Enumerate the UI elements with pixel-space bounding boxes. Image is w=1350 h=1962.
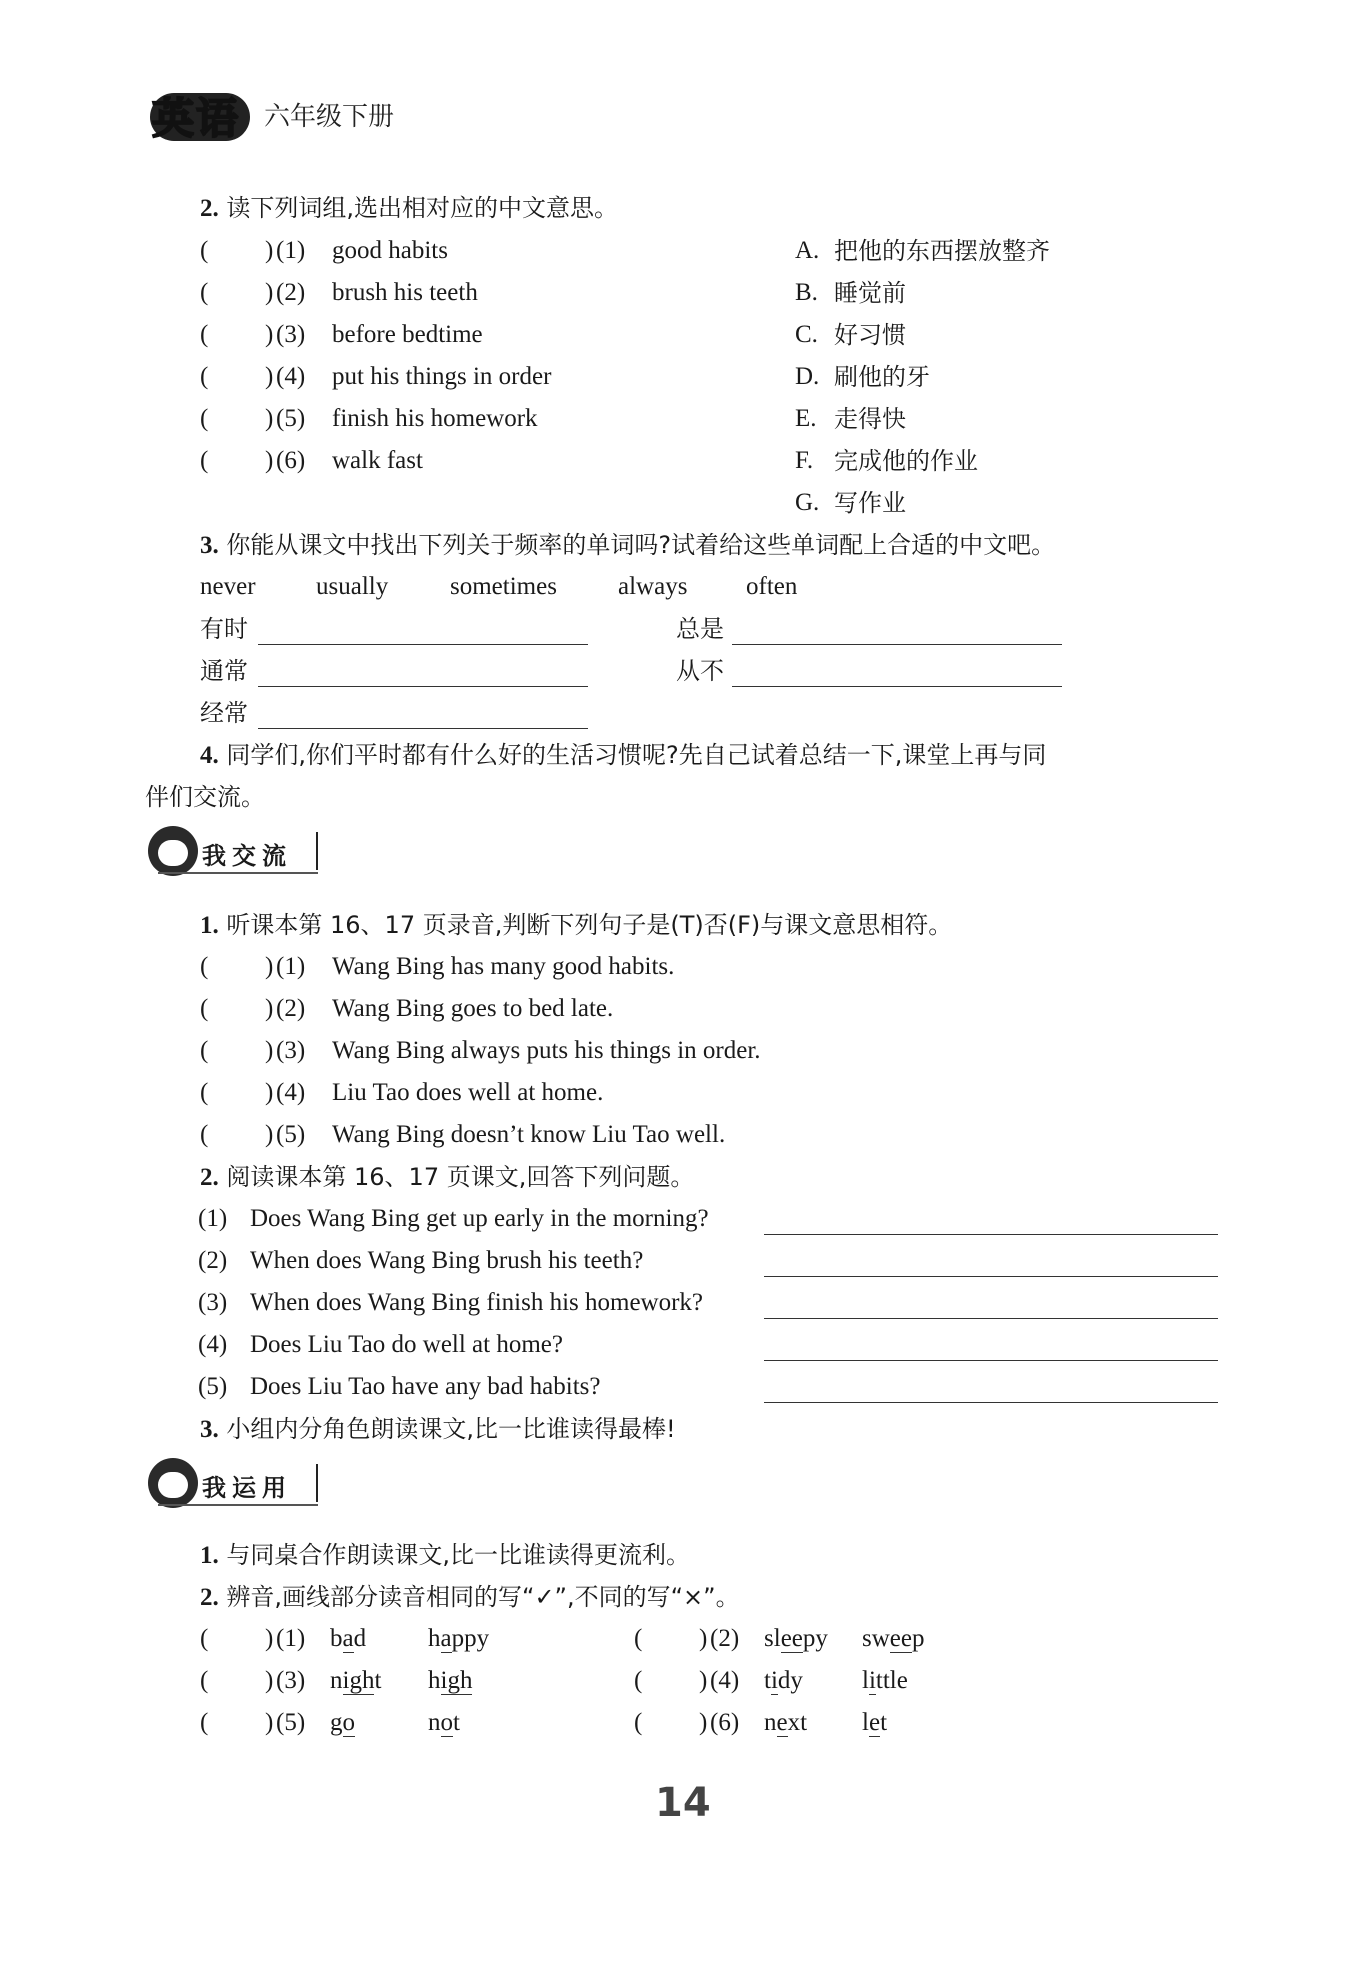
underlined-sound: a: [440, 1625, 452, 1652]
q2a-item-4-open: (: [200, 363, 209, 390]
phonics-item-5-open: (: [200, 1709, 209, 1736]
phonics-item-3-answer-box[interactable]: [210, 1666, 265, 1696]
phonics-item-number: (6): [710, 1709, 740, 1736]
phonics-word: [764, 1666, 803, 1696]
tf-item-number: (1): [276, 953, 306, 980]
phonics-item-2-open: (: [634, 1625, 643, 1652]
tf-item-2-open: (: [200, 995, 209, 1022]
word-often: often: [746, 573, 798, 600]
apply-q2-title: 2. 辨音,画线部分读音相同的写“✓”,不同的写“×”。: [200, 1583, 740, 1611]
qa-item-question: When does Wang Bing brush his teeth?: [250, 1247, 644, 1274]
phonics-item-number: (5): [276, 1709, 306, 1736]
qa-item-question: Does Liu Tao have any bad habits?: [250, 1373, 601, 1400]
q2a-item-4-answer-box[interactable]: [210, 362, 265, 392]
mascot-icon: [148, 1458, 198, 1508]
underlined-sound: ee: [780, 1625, 803, 1652]
tf-item-text: Wang Bing goes to bed late.: [332, 995, 614, 1022]
q4a-title-line2: 伴们交流。: [145, 783, 265, 811]
word-part: xt: [787, 1709, 808, 1736]
section-exchange-header: [148, 826, 328, 872]
underlined-sound: i: [770, 1667, 778, 1694]
q2a-option-letter: A.: [795, 237, 820, 264]
tf-item-text: Wang Bing doesn’t know Liu Tao well.: [332, 1121, 726, 1148]
underlined-sound: e: [776, 1709, 788, 1736]
header-subtitle: 六年级下册: [264, 102, 395, 132]
q2a-item-number: (6): [276, 447, 306, 474]
tf-item-number: (3): [276, 1037, 306, 1064]
qa-item-number: (1): [198, 1205, 228, 1232]
blank-label-often: 经常: [200, 699, 248, 727]
underlined-sound: igh: [342, 1667, 375, 1694]
answer-line[interactable]: [764, 1276, 1218, 1277]
tf-item-5-open: (: [200, 1121, 209, 1148]
q2a-option-letter: D.: [795, 363, 820, 390]
qa-item-question: Does Wang Bing get up early in the morning?: [250, 1205, 709, 1232]
q2a-item-5-open: (: [200, 405, 209, 432]
tf-item-3-close: ): [265, 1037, 274, 1064]
q2a-item-3-answer-box[interactable]: [210, 320, 265, 350]
exchange-q1-title: 1. 听课本第 16、17 页录音,判断下列句子是(T)否(F)与课文意思相符。: [200, 911, 953, 939]
tf-item-2-answer-box[interactable]: [210, 994, 265, 1024]
q2a-item-6-open: (: [200, 447, 209, 474]
q2a-option-letter: E.: [795, 405, 817, 432]
phonics-item-4-open: (: [634, 1667, 643, 1694]
qa-item-number: (5): [198, 1373, 228, 1400]
phonics-item-number: (4): [710, 1667, 740, 1694]
phonics-word: [764, 1708, 807, 1738]
qa-item-question: When does Wang Bing finish his homework?: [250, 1289, 704, 1316]
tf-item-3-open: (: [200, 1037, 209, 1064]
word-part: h: [428, 1667, 441, 1694]
q2a-item-number: (2): [276, 279, 306, 306]
q2a-item-number: (1): [276, 237, 306, 264]
word-part: t: [764, 1667, 771, 1694]
q2a-item-5-close: ): [265, 405, 274, 432]
underlined-sound: a: [342, 1625, 354, 1652]
q2a-item-2-close: ): [265, 279, 274, 306]
section-apply-header: [148, 1458, 328, 1504]
phonics-word: [330, 1624, 366, 1654]
blank-label-sometimes: 有时: [200, 615, 248, 643]
tf-item-number: (5): [276, 1121, 306, 1148]
tf-item-5-close: ): [265, 1121, 274, 1148]
phonics-item-6-close: ): [699, 1709, 708, 1736]
phonics-item-5-close: ): [265, 1709, 274, 1736]
phonics-item-1-open: (: [200, 1625, 209, 1652]
phonics-item-1-close: ): [265, 1625, 274, 1652]
q2a-item-6-answer-box[interactable]: [210, 446, 265, 476]
q2a-item-1-open: (: [200, 237, 209, 264]
q2a-item-1-answer-box[interactable]: [210, 236, 265, 266]
word-part: p: [912, 1625, 925, 1652]
tf-item-4-close: ): [265, 1079, 274, 1106]
q2a-option-text: 完成他的作业: [834, 447, 978, 475]
word-part: d: [353, 1625, 367, 1652]
blank-label-never: 从不: [676, 657, 724, 685]
tf-item-text: Liu Tao does well at home.: [332, 1079, 604, 1106]
word-part: t: [374, 1667, 382, 1694]
answer-line[interactable]: [258, 686, 588, 687]
underlined-sound: ee: [889, 1625, 912, 1652]
q2a-option-text: 写作业: [834, 489, 906, 517]
tf-item-1-close: ): [265, 953, 274, 980]
q2a-item-6-close: ): [265, 447, 274, 474]
word-usually: usually: [316, 573, 389, 600]
q2a-item-text: finish his homework: [332, 405, 538, 432]
q2a-item-4-close: ): [265, 363, 274, 390]
mascot-icon: [148, 826, 198, 876]
q2a-option-letter: B.: [795, 279, 818, 306]
phonics-word: [428, 1624, 489, 1654]
q2a-option-text: 刷他的牙: [834, 363, 930, 391]
blank-label-always: 总是: [676, 615, 724, 643]
q2a-item-number: (4): [276, 363, 306, 390]
word-part: ppy: [451, 1625, 490, 1652]
word-part: g: [330, 1709, 343, 1736]
q2a-option-letter: C.: [795, 321, 818, 348]
q2a-title: 2. 读下列词组,选出相对应的中文意思。: [200, 194, 619, 222]
tf-item-number: (4): [276, 1079, 306, 1106]
word-always: always: [618, 573, 688, 600]
phonics-item-4-answer-box[interactable]: [644, 1666, 699, 1696]
phonics-item-2-answer-box[interactable]: [644, 1624, 699, 1654]
section-exchange-label: 我交流: [202, 842, 292, 870]
word-part: l: [862, 1709, 869, 1736]
tf-item-5-answer-box[interactable]: [210, 1120, 265, 1150]
word-part: dy: [777, 1667, 803, 1694]
qa-item-number: (3): [198, 1289, 228, 1316]
underlined-sound: o: [440, 1709, 453, 1736]
section-apply-label: 我运用: [202, 1474, 292, 1502]
q3a-title: 3. 你能从课文中找出下列关于频率的单词吗?试着给这些单词配上合适的中文吧。: [200, 531, 1056, 559]
underlined-sound: igh: [440, 1667, 473, 1694]
q2a-option-text: 睡觉前: [834, 279, 906, 307]
word-part: n: [428, 1709, 441, 1736]
phonics-item-6-open: (: [634, 1709, 643, 1736]
q2a-item-3-close: ): [265, 321, 274, 348]
word-part: sl: [764, 1625, 781, 1652]
phonics-item-5-answer-box[interactable]: [210, 1708, 265, 1738]
q2a-item-1-close: ): [265, 237, 274, 264]
word-sometimes: sometimes: [450, 573, 557, 600]
word-part: t: [453, 1709, 460, 1736]
phonics-word: [862, 1708, 887, 1738]
word-part: l: [862, 1667, 869, 1694]
tf-item-text: Wang Bing always puts his things in order.: [332, 1037, 761, 1064]
page-number: 14: [655, 1780, 711, 1826]
answer-line[interactable]: [764, 1234, 1218, 1235]
word-never: never: [200, 573, 256, 600]
tf-item-2-close: ): [265, 995, 274, 1022]
phonics-word: [862, 1666, 908, 1696]
phonics-word: [330, 1708, 355, 1738]
tf-item-text: Wang Bing has many good habits.: [332, 953, 675, 980]
phonics-item-number: (3): [276, 1667, 306, 1694]
word-part: py: [802, 1625, 828, 1652]
q2a-option-letter: G.: [795, 489, 820, 516]
q2a-option-text: 走得快: [834, 405, 906, 433]
header-logo: 英语: [152, 94, 241, 143]
q2a-option-letter: F.: [795, 447, 814, 474]
phonics-item-3-open: (: [200, 1667, 209, 1694]
word-part: sw: [862, 1625, 890, 1652]
q2a-item-3-open: (: [200, 321, 209, 348]
answer-line[interactable]: [732, 644, 1062, 645]
blank-label-usually: 通常: [200, 657, 248, 685]
phonics-item-4-close: ): [699, 1667, 708, 1694]
apply-q1-title: 1. 与同桌合作朗读课文,比一比谁读得更流利。: [200, 1541, 691, 1569]
tf-item-4-answer-box[interactable]: [210, 1078, 265, 1108]
phonics-item-3-close: ): [265, 1667, 274, 1694]
word-part: t: [880, 1709, 888, 1736]
underlined-sound: i: [868, 1667, 876, 1694]
phonics-item-1-answer-box[interactable]: [210, 1624, 265, 1654]
tf-item-4-open: (: [200, 1079, 209, 1106]
tf-item-1-open: (: [200, 953, 209, 980]
exchange-q2-title: 2. 阅读课本第 16、17 页课文,回答下列问题。: [200, 1163, 695, 1191]
underlined-sound: o: [342, 1709, 355, 1736]
q2a-item-number: (5): [276, 405, 306, 432]
answer-line[interactable]: [764, 1402, 1218, 1403]
q4a-title-line1: 4. 同学们,你们平时都有什么好的生活习惯呢?先自己试着总结一下,课堂上再与同: [200, 741, 1047, 769]
answer-line[interactable]: [764, 1360, 1218, 1361]
answer-line[interactable]: [258, 644, 588, 645]
phonics-item-2-close: ): [699, 1625, 708, 1652]
q2a-item-2-open: (: [200, 279, 209, 306]
tf-item-1-answer-box[interactable]: [210, 952, 265, 982]
q2a-item-5-answer-box[interactable]: [210, 404, 265, 434]
phonics-word: [862, 1624, 925, 1654]
q2a-item-text: walk fast: [332, 447, 423, 474]
word-part: b: [330, 1625, 343, 1652]
phonics-word: [330, 1666, 381, 1696]
answer-line[interactable]: [732, 686, 1062, 687]
qa-item-number: (2): [198, 1247, 228, 1274]
qa-item-number: (4): [198, 1331, 228, 1358]
word-part: h: [428, 1625, 441, 1652]
underlined-sound: e: [868, 1709, 881, 1736]
q2a-item-text: before bedtime: [332, 321, 483, 348]
answer-line[interactable]: [764, 1318, 1218, 1319]
phonics-item-6-answer-box[interactable]: [644, 1708, 699, 1738]
phonics-item-number: (2): [710, 1625, 740, 1652]
q2a-item-text: good habits: [332, 237, 448, 264]
q2a-option-text: 把他的东西摆放整齐: [834, 237, 1050, 265]
phonics-word: [428, 1666, 472, 1696]
answer-line[interactable]: [258, 728, 588, 729]
phonics-item-number: (1): [276, 1625, 306, 1652]
word-part: n: [764, 1709, 777, 1736]
q2a-item-2-answer-box[interactable]: [210, 278, 265, 308]
tf-item-number: (2): [276, 995, 306, 1022]
word-part: ttle: [875, 1667, 908, 1694]
phonics-word: [428, 1708, 460, 1738]
q2a-option-text: 好习惯: [834, 321, 906, 349]
q2a-item-number: (3): [276, 321, 306, 348]
tf-item-3-answer-box[interactable]: [210, 1036, 265, 1066]
q2a-item-text: brush his teeth: [332, 279, 478, 306]
word-part: n: [330, 1667, 343, 1694]
qa-item-question: Does Liu Tao do well at home?: [250, 1331, 563, 1358]
q2a-item-text: put his things in order: [332, 363, 552, 390]
phonics-word: [764, 1624, 828, 1654]
exchange-q3-title: 3. 小组内分角色朗读课文,比一比谁读得最棒!: [200, 1415, 676, 1443]
